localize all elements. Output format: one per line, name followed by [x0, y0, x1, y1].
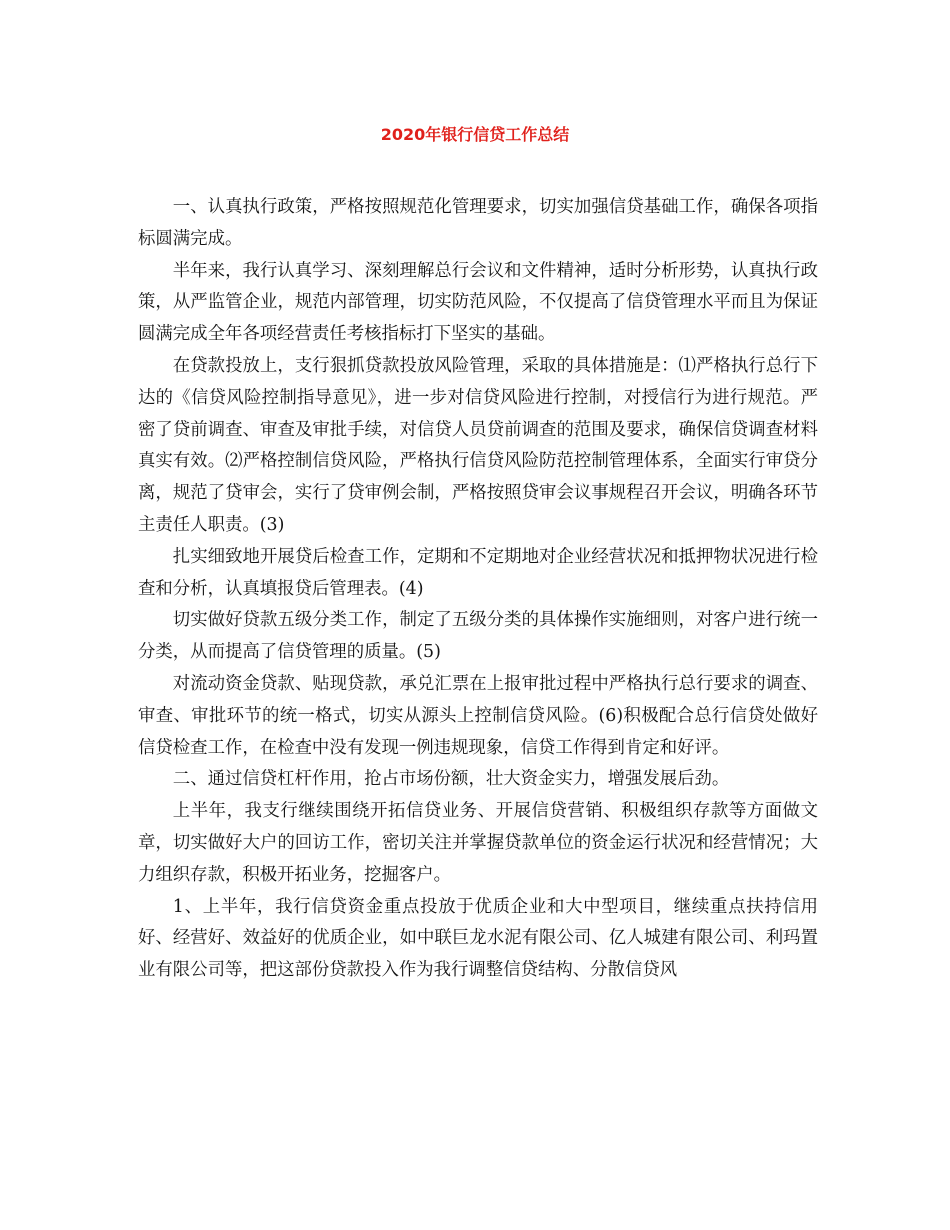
paragraph: 上半年，我支行继续围绕开拓信贷业务、开展信贷营销、积极组织存款等方面做文章，切实做好大户的回访工作，密切关注并掌握贷款单位的资金运行状况和经营情况；大力组织存款，积极开拓业务，挖掘客户。	[138, 801, 818, 885]
paragraph: 一、认真执行政策，严格按照规范化管理要求，切实加强信贷基础工作，确保各项指标圆满完成。	[138, 197, 818, 249]
paragraph: 半年来，我行认真学习、深刻理解总行会议和文件精神，适时分析形势，认真执行政策，从严监管企业，规范内部管理，切实防范风险，不仅提高了信贷管理水平而且为保证圆满完成全年各项经营责任考核指标打下坚实的基础。	[138, 260, 818, 345]
paragraph: 1、上半年，我行信贷资金重点投放于优质企业和大中型项目，继续重点扶持信用好、经营好、效益好的优质企业，如中联巨龙水泥有限公司、亿人城建有限公司、利玛置业有限公司等，把这部份贷款投入作为我行调整信贷结构、分散信贷风	[138, 896, 818, 981]
document-body	[138, 192, 818, 987]
document-title: 2020年银行信贷工作总结	[380, 125, 570, 144]
paragraph: 扎实细致地开展贷后检查工作，定期和不定期地对企业经营状况和抵押物状况进行检查和分析，认真填报贷后管理表。(4)	[138, 546, 818, 599]
paragraph: 在贷款投放上，支行狠抓贷款投放风险管理，采取的具体措施是：⑴严格执行总行下达的《信贷风险控制指导意见》，进一步对信贷风险进行控制，对授信行为进行规范。严密了贷前调查、审查及审批手续，对信贷人员贷前调查的范围及要求，确保信贷调查材料真实有效。⑵严格控制信贷风险，严格执行信贷风险防范控制管理体系，全面实行审贷分离，规范了贷审会，实行了贷审例会制，严格按照贷审会议事规程召开会议，明确各环节主责任人职责。(3)	[138, 355, 818, 535]
paragraph: 二、通过信贷杠杆作用，抢占市场份额，壮大资金实力，增强发展后劲。	[172, 769, 730, 790]
paragraph: 对流动资金贷款、贴现贷款，承兑汇票在上报审批过程中严格执行总行要求的调查、审查、审批环节的统一格式，切实从源头上控制信贷风险。(6)积极配合总行信贷处做好信贷检查工作，在检查中没有发现一例违规现象，信贷工作得到肯定和好评。	[138, 673, 818, 758]
paragraph: 切实做好贷款五级分类工作，制定了五级分类的具体操作实施细则，对客户进行统一分类，从而提高了信贷管理的质量。(5)	[138, 610, 818, 663]
